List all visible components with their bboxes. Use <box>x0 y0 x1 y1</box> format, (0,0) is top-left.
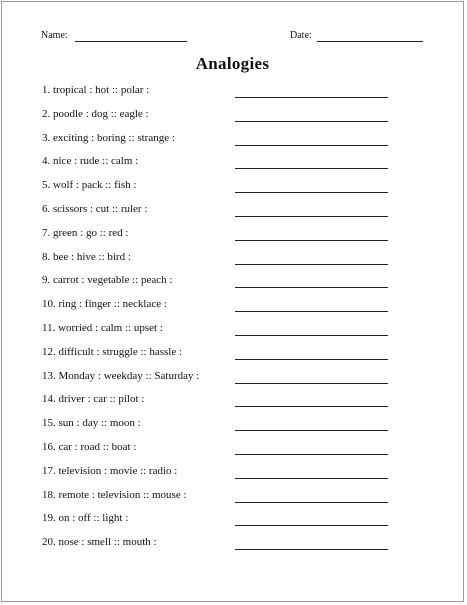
answer-line <box>235 192 388 193</box>
question-row <box>2 512 463 532</box>
date-field-line <box>317 41 423 42</box>
answer-line <box>235 383 388 384</box>
question-row <box>2 441 463 461</box>
answer-line <box>235 145 388 146</box>
question-text: 18. remote : television :: mouse : <box>42 488 187 501</box>
name-label: Name: <box>41 30 68 41</box>
question-text: 19. on : off :: light : <box>42 512 129 525</box>
question-text: 3. exciting : boring :: strange : <box>42 131 175 144</box>
answer-line <box>235 406 388 407</box>
question-text: 17. television : movie :: radio : <box>42 464 178 477</box>
question-row <box>2 393 463 413</box>
question-row <box>2 227 463 247</box>
question-text: 5. wolf : pack :: fish : <box>42 179 137 192</box>
name-field-line <box>75 41 187 42</box>
answer-line <box>235 430 388 431</box>
answer-line <box>235 335 388 336</box>
answer-line <box>235 287 388 288</box>
answer-line <box>235 168 388 169</box>
question-row <box>2 370 463 390</box>
question-text: 15. sun : day :: moon : <box>42 417 141 430</box>
question-row <box>2 274 463 294</box>
answer-line <box>235 216 388 217</box>
date-label: Date: <box>290 30 312 41</box>
question-row <box>2 155 463 175</box>
question-text: 7. green : go :: red : <box>42 226 129 239</box>
question-text: 4. nice : rude :: calm : <box>42 155 139 168</box>
question-text: 8. bee : hive :: bird : <box>42 250 131 263</box>
question-text: 1. tropical : hot :: polar : <box>42 84 150 96</box>
question-row <box>2 179 463 199</box>
answer-line <box>235 121 388 122</box>
answer-line <box>235 240 388 241</box>
question-text: 13. Monday : weekday :: Saturday : <box>42 369 200 382</box>
answer-line <box>235 502 388 503</box>
worksheet-page <box>1 1 464 602</box>
question-text: 16. car : road :: boat : <box>42 441 137 453</box>
question-row <box>2 203 463 223</box>
answer-line <box>235 359 388 360</box>
question-row <box>2 251 463 271</box>
answer-line <box>235 525 388 526</box>
question-text: 2. poodle : dog :: eagle : <box>42 107 149 120</box>
question-row <box>2 132 463 152</box>
question-row <box>2 84 463 104</box>
question-row <box>2 417 463 437</box>
question-row <box>2 489 463 509</box>
question-row <box>2 536 463 556</box>
question-row <box>2 346 463 366</box>
question-text: 12. difficult : struggle :: hassle : <box>42 345 183 358</box>
answer-line <box>235 97 388 98</box>
answer-line <box>235 311 388 312</box>
question-row <box>2 298 463 318</box>
question-text: 11. worried : calm :: upset : <box>42 322 163 334</box>
question-text: 9. carrot : vegetable :: peach : <box>42 274 173 287</box>
question-text: 14. driver : car :: pilot : <box>42 393 145 406</box>
question-row <box>2 108 463 128</box>
page-title: Analogies <box>195 54 270 73</box>
question-text: 20. nose : smell :: mouth : <box>42 536 157 549</box>
answer-line <box>235 264 388 265</box>
question-row <box>2 465 463 485</box>
answer-line <box>235 454 388 455</box>
question-text: 6. scissors : cut :: ruler : <box>42 203 148 215</box>
answer-line <box>235 549 388 550</box>
question-text: 10. ring : finger :: necklace : <box>42 298 167 311</box>
question-row <box>2 322 463 342</box>
answer-line <box>235 478 388 479</box>
